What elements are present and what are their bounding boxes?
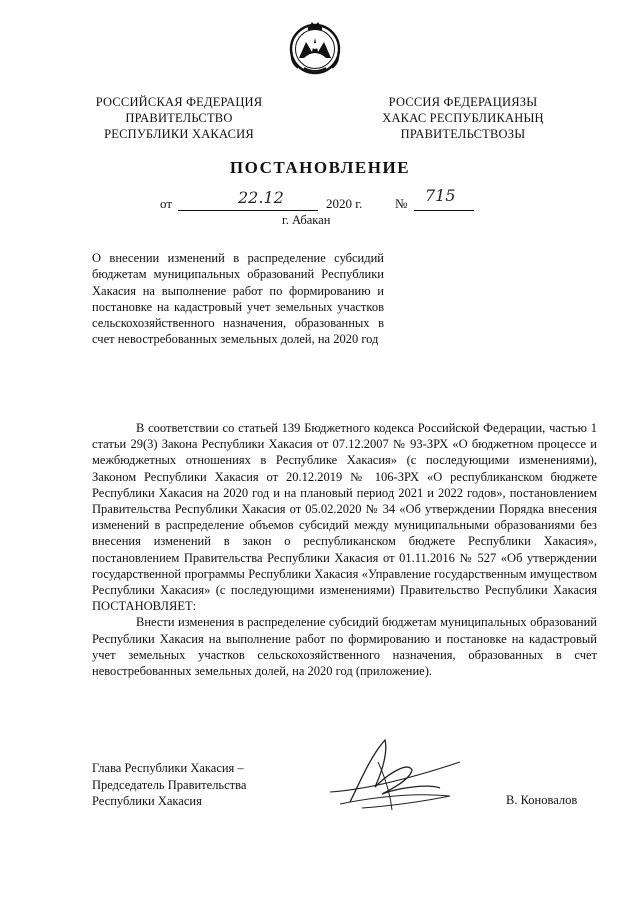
date-underline xyxy=(178,210,318,211)
body-paragraph: В соответствии со статьей 139 Бюджетного кодекса Российской Федерации, частью 1 статьи 29(3) Закона Республики Хакасия от 07.12.2007 № 93-ЗРХ «О бюджетном процессе и межбюджетных отношениях в Республике Хакасия» (с последующими изменениями), Законом Республики Хакасия от 20.12.2019 № 106-ЗРХ «О республиканском бюджете Республики Хакасия на 2020 год и на плановый период 2021 и 2022 годов», постановлением Правительства Республики Хакасия от 05.02.2020 № 34 «Об утверждении Порядка внесения изменений в распределение объемов субсидий между муниципальными образованиями без внесения изменений в закон о республиканском бюджете Республики Хакасия», постановлением Правительства Республики Хакасия от 01.11.2016 № 527 «Об утверждении государственной программы Республики Хакасия «Управление государственным имуществом Республики Хакасия» (с последующими изменениями) Правительство Республики Хакасия ПОСТАНОВЛЯЕТ: xyxy=(92,421,597,614)
signatory-name: В. Коновалов xyxy=(506,793,578,807)
signatory-title-line: Республики Хакасия xyxy=(92,794,202,808)
header-right xyxy=(370,94,556,142)
header-right-line: ПРАВИТЕЛЬСТВОЗЫ xyxy=(400,127,526,141)
city-label: г. Абакан xyxy=(282,213,331,227)
signatory-title-line: Глава Республики Хакасия – xyxy=(92,761,244,775)
body-paragraph: Внести изменения в распределение субсидий бюджетам муниципальных образований Республики Хакасия на выполнение работ по формированию и постановке на кадастровый учет земельных участков сельскохозяйственного назначения, образованных в счет невостребованных земельных долей, на 2020 год (приложение). xyxy=(92,615,597,679)
header-left xyxy=(86,94,272,142)
date-from-label: от xyxy=(160,196,173,211)
document-title: ПОСТАНОВЛЕНИЕ xyxy=(229,158,411,177)
header-left-line: РОССИЙСКАЯ ФЕДЕРАЦИЯ xyxy=(95,95,263,109)
year-label: 2020 г. xyxy=(326,196,363,211)
header-left-line: ПРАВИТЕЛЬСТВО xyxy=(125,111,233,125)
signatory-title xyxy=(92,760,282,810)
document-subject: О внесении изменений в распределение субсидий бюджетам муниципальных образований Республики Хакасия на выполнение работ по формированию и постановке на кадастровый учет земельных участков сельскохозяйственного назначения, образованных в счет невостребованных земельных долей, на 2020 год xyxy=(92,251,384,347)
number-underline xyxy=(414,210,474,211)
header-right-line: ХАКАС РЕСПУБЛИКАНЫҢ xyxy=(382,111,544,125)
header-left-line: РЕСПУБЛИКИ ХАКАСИЯ xyxy=(104,127,254,141)
document-body xyxy=(92,420,597,679)
number-label: № xyxy=(395,196,408,211)
handwritten-signature xyxy=(290,732,490,814)
signatory-title-line: Председатель Правительства xyxy=(92,777,247,792)
header-right-line: РОССИЯ ФЕДЕРАЦИЯЗЫ xyxy=(388,95,538,109)
coat-of-arms-icon xyxy=(286,18,344,76)
handwritten-number: 715 xyxy=(425,186,456,205)
handwritten-date: 22.12 xyxy=(238,188,284,207)
